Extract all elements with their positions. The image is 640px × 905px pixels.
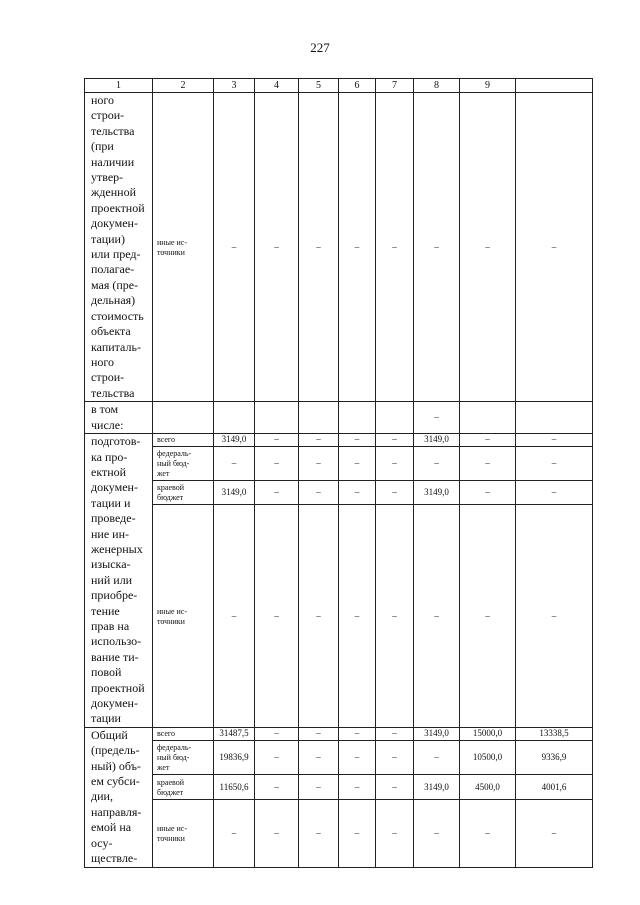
value-cell: – bbox=[339, 434, 376, 447]
table-row bbox=[85, 799, 593, 867]
value-cell: 9336,9 bbox=[516, 740, 593, 775]
value-cell: – bbox=[214, 505, 255, 727]
header-cell: 5 bbox=[299, 79, 339, 93]
value-cell: – bbox=[299, 93, 339, 402]
value-cell bbox=[460, 402, 516, 434]
value-cell: – bbox=[255, 775, 299, 799]
value-cell: – bbox=[299, 481, 339, 505]
value-cell: – bbox=[255, 481, 299, 505]
value-cell: – bbox=[339, 481, 376, 505]
value-cell: – bbox=[460, 505, 516, 727]
funding-source: всего bbox=[153, 727, 214, 740]
funding-source: федераль- ный бюд- жет bbox=[153, 740, 214, 775]
value-cell: 3149,0 bbox=[414, 434, 460, 447]
row-label: подготов- ка про- ектной докумен- тации и проведе- ние ин- женерных изыска- ний или приобре- тение прав на использо- вание ти- повой проектной докумен- тации bbox=[85, 434, 153, 728]
value-cell: – bbox=[299, 434, 339, 447]
value-cell: – bbox=[376, 446, 414, 481]
table-row bbox=[85, 434, 593, 447]
value-cell: – bbox=[339, 93, 376, 402]
value-cell: – bbox=[299, 446, 339, 481]
value-cell: – bbox=[516, 505, 593, 727]
value-cell: – bbox=[414, 505, 460, 727]
row-label: Общий (предель- ный) объ- ем субси- дии, направля- емой на осу- ществле- bbox=[85, 727, 153, 867]
value-cell: – bbox=[376, 481, 414, 505]
value-cell: – bbox=[516, 93, 593, 402]
value-cell: – bbox=[214, 93, 255, 402]
header-cell bbox=[516, 79, 593, 93]
funding-source: иные ис- точники bbox=[153, 505, 214, 727]
row-label: в том числе: bbox=[85, 402, 153, 434]
funding-source: краевой бюджет bbox=[153, 481, 214, 505]
value-cell: 19836,9 bbox=[214, 740, 255, 775]
value-cell bbox=[299, 402, 339, 434]
value-cell: – bbox=[214, 799, 255, 867]
value-cell: – bbox=[255, 740, 299, 775]
value-cell: – bbox=[376, 727, 414, 740]
value-cell bbox=[339, 402, 376, 434]
row-label: ного строи- тельства (при наличии утвер- жденной проектной докумен- тации) или пред- полагае- мая (пре- дельная) стоимость объекта капиталь- ного строи- тельства bbox=[85, 93, 153, 402]
value-cell: – bbox=[376, 740, 414, 775]
funding-source: федераль- ный бюд- жет bbox=[153, 446, 214, 481]
value-cell bbox=[214, 402, 255, 434]
value-cell: – bbox=[299, 799, 339, 867]
value-cell bbox=[255, 402, 299, 434]
table-row bbox=[85, 402, 593, 434]
value-cell: – bbox=[339, 740, 376, 775]
table-row bbox=[85, 481, 593, 505]
value-cell: 15000,0 bbox=[460, 727, 516, 740]
funding-source bbox=[153, 402, 214, 434]
funding-source: иные ис- точники bbox=[153, 93, 214, 402]
value-cell: 4500,0 bbox=[460, 775, 516, 799]
value-cell: – bbox=[255, 727, 299, 740]
value-cell: – bbox=[255, 799, 299, 867]
header-cell: 6 bbox=[339, 79, 376, 93]
value-cell: 3149,0 bbox=[414, 727, 460, 740]
value-cell: – bbox=[516, 799, 593, 867]
value-cell: – bbox=[214, 446, 255, 481]
table-row bbox=[85, 740, 593, 775]
value-cell: – bbox=[255, 93, 299, 402]
value-cell: 11650,6 bbox=[214, 775, 255, 799]
value-cell: 10500,0 bbox=[460, 740, 516, 775]
table-row bbox=[85, 505, 593, 727]
table-row bbox=[85, 727, 593, 740]
value-cell: – bbox=[376, 434, 414, 447]
value-cell: – bbox=[299, 775, 339, 799]
value-cell: – bbox=[516, 481, 593, 505]
value-cell: – bbox=[376, 93, 414, 402]
value-cell: – bbox=[299, 727, 339, 740]
value-cell: – bbox=[376, 505, 414, 727]
table-row bbox=[85, 93, 593, 402]
value-cell: – bbox=[376, 775, 414, 799]
value-cell: – bbox=[460, 799, 516, 867]
value-cell: – bbox=[339, 799, 376, 867]
header-cell: 9 bbox=[460, 79, 516, 93]
value-cell: 4001,6 bbox=[516, 775, 593, 799]
value-cell: – bbox=[299, 505, 339, 727]
header-cell: 3 bbox=[214, 79, 255, 93]
value-cell: – bbox=[339, 775, 376, 799]
funding-source: краевой бюджет bbox=[153, 775, 214, 799]
value-cell: – bbox=[460, 481, 516, 505]
page-number: 227 bbox=[310, 40, 330, 55]
value-cell bbox=[376, 402, 414, 434]
table-row bbox=[85, 775, 593, 799]
value-cell: 3149,0 bbox=[214, 481, 255, 505]
value-cell: – bbox=[376, 799, 414, 867]
value-cell: – bbox=[339, 505, 376, 727]
funding-source: иные ис- точники bbox=[153, 799, 214, 867]
value-cell: 13338,5 bbox=[516, 727, 593, 740]
value-cell bbox=[516, 402, 593, 434]
value-cell: – bbox=[255, 446, 299, 481]
value-cell: – bbox=[414, 740, 460, 775]
header-cell: 7 bbox=[376, 79, 414, 93]
value-cell: – bbox=[414, 446, 460, 481]
budget-table bbox=[84, 78, 593, 868]
value-cell: 31487,5 bbox=[214, 727, 255, 740]
header-cell: 8 bbox=[414, 79, 460, 93]
value-cell: – bbox=[516, 434, 593, 447]
value-cell: – bbox=[460, 434, 516, 447]
value-cell: 3149,0 bbox=[214, 434, 255, 447]
header-cell: 4 bbox=[255, 79, 299, 93]
header-cell: 2 bbox=[153, 79, 214, 93]
value-cell: 3149,0 bbox=[414, 775, 460, 799]
value-cell: – bbox=[516, 446, 593, 481]
value-cell: – bbox=[414, 93, 460, 402]
value-cell: – bbox=[299, 740, 339, 775]
value-cell: 3149,0 bbox=[414, 481, 460, 505]
table-row bbox=[85, 446, 593, 481]
value-cell: – bbox=[255, 434, 299, 447]
table-header-row bbox=[85, 79, 593, 93]
funding-source: всего bbox=[153, 434, 214, 447]
value-cell: – bbox=[414, 799, 460, 867]
value-cell: – bbox=[460, 446, 516, 481]
value-cell: – bbox=[255, 505, 299, 727]
value-cell: – bbox=[460, 93, 516, 402]
value-cell: – bbox=[339, 446, 376, 481]
value-cell: – bbox=[414, 402, 460, 434]
value-cell: – bbox=[339, 727, 376, 740]
header-cell: 1 bbox=[85, 79, 153, 93]
